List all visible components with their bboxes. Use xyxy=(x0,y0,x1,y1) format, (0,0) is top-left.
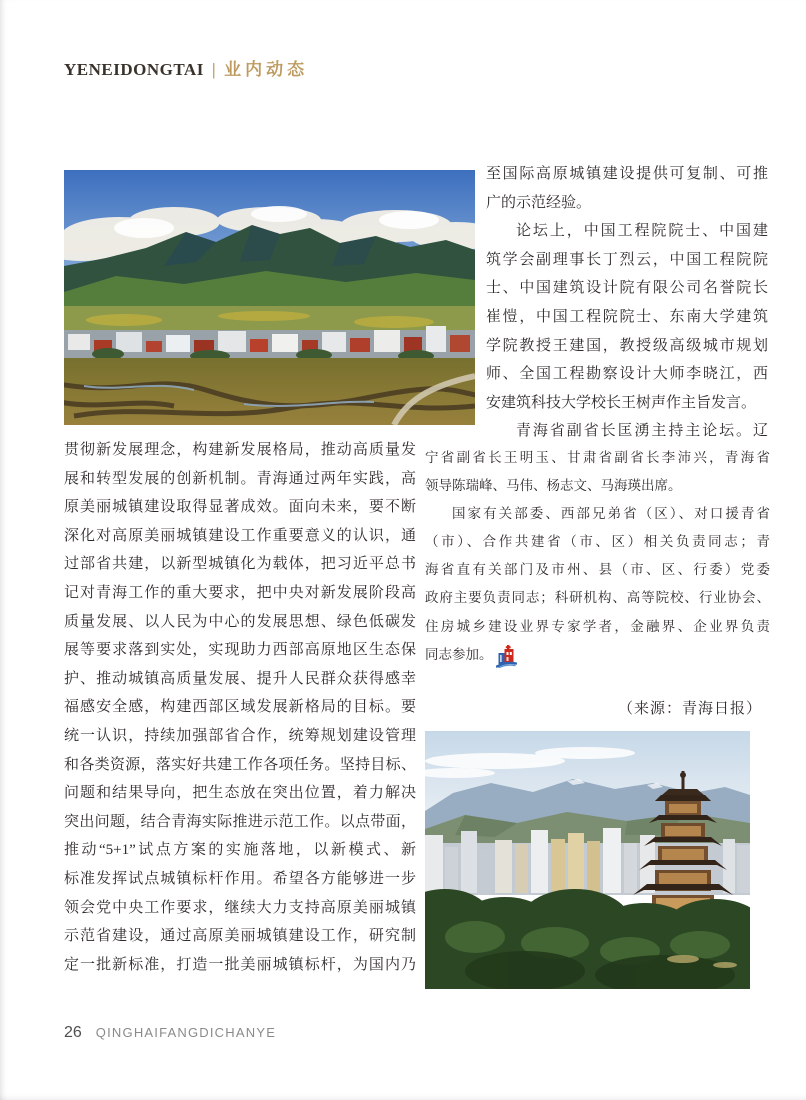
text-line: 政府主要负责同志；科研机构、高等院校、行业协会、 xyxy=(425,590,770,606)
text-line: 同志参加。 xyxy=(425,646,493,662)
text-line: 展和转型发展的创新机制。青海通过两年实践，高 xyxy=(64,470,416,487)
text-line: 深化对高原美丽城镇建设工作重要意义的认识，通 xyxy=(64,527,416,544)
source-attribution: （来源：青海日报） xyxy=(617,701,762,717)
text-line: 统一认识，持续加强部省合作，统筹规划建设管理 xyxy=(64,727,416,744)
city-pagoda-photo xyxy=(425,731,750,989)
text-line: 记对青海工作的重大要求，把中央对新发展阶段高 xyxy=(64,584,416,601)
text-line: 住房城乡建设业界专家学者，金融界、企业界负责 xyxy=(425,618,770,634)
town-photo-illustration xyxy=(64,170,475,425)
text-line: 过部省共建，以新型城镇化为载体，把习近平总书 xyxy=(64,556,416,573)
text-line: 定一批新标准，打造一批美丽城镇标杆，为国内乃 xyxy=(64,956,416,973)
text-line: 师、全国工程勘察设计大师李晓江，西 xyxy=(486,366,768,383)
text-line: 宁省副省长王明玉、甘肃省副省长李沛兴，青海省 xyxy=(425,450,770,465)
text-line: 筑学会副理事长丁烈云，中国工程院院 xyxy=(486,251,768,268)
text-line: 领会党中央工作要求，继续大力支持高原美丽城镇 xyxy=(64,899,416,916)
text-line: 青海省副省长匡湧主持主论坛。辽 xyxy=(516,423,768,440)
text-line: 学院教授王建国，教授级高级城市规划 xyxy=(486,337,768,354)
right-text-column-top xyxy=(486,160,768,446)
text-line: 贯彻新发展理念，构建新发展格局，推动高质量发 xyxy=(64,442,416,458)
pagoda-photo-illustration xyxy=(425,731,750,989)
header-divider: | xyxy=(211,60,217,79)
text-line: 问题和结果导向，把生态放在突出位置，着力解决 xyxy=(64,785,416,802)
text-line: 护、推动城镇高质量发展、提升人民群众获得感幸 xyxy=(64,670,416,687)
left-text-column xyxy=(64,436,416,979)
end-mark-logo-icon xyxy=(496,644,517,668)
header-section-title: 业内动态 xyxy=(224,60,309,79)
text-line: 质量发展、以人民为中心的发展思想、绿色低碳发 xyxy=(64,613,416,630)
text-line: 崔愷，中国工程院院士、东南大学建筑 xyxy=(486,308,768,325)
text-line: 原美丽城镇建设取得显著成效。面向未来，要不断 xyxy=(64,499,416,516)
text-line: 至国际高原城镇建设提供可复制、可推 xyxy=(486,166,768,182)
text-line: 标准发挥试点城镇标杆作用。希望各方能够进一步 xyxy=(64,870,416,887)
text-line: 安建筑科技大学校长王树声作主旨发言。 xyxy=(486,394,757,411)
town-landscape-photo xyxy=(64,170,475,425)
text-line: 展等要求落到实处，实现助力西部高原地区生态保 xyxy=(64,642,416,659)
journal-name: QINGHAIFANGDICHANYE xyxy=(95,1025,277,1040)
text-line: 推动“5+1”试点方案的实施落地，以新模式、新 xyxy=(64,842,416,859)
text-line: 海省直有关部门及市州、县（市、区、行委）党委 xyxy=(425,562,770,578)
text-line: 和各类资源，落实好共建工作各项任务。坚持目标、 xyxy=(64,756,416,773)
text-line: 论坛上，中国工程院院士、中国建 xyxy=(516,223,768,240)
text-line: 示范省建设，通过高原美丽城镇建设工作，研究制 xyxy=(64,928,416,945)
page-number: 26 xyxy=(64,1024,82,1041)
right-text-column-bottom xyxy=(425,444,770,669)
journal-end-mark-icon xyxy=(496,644,517,668)
text-line: 广的示范经验。 xyxy=(486,194,592,211)
text-line: （市）、合作共建省（市、区）相关负责同志；青 xyxy=(425,534,770,550)
page-footer xyxy=(64,1024,276,1042)
text-line: 领导陈瑞峰、马伟、杨志文、马海瑛出席。 xyxy=(425,478,682,494)
text-line: 国家有关部委、西部兄弟省（区）、对口援青省 xyxy=(452,506,770,522)
text-line: 突出问题，结合青海实际推进示范工作。以点带面， xyxy=(64,813,416,830)
header-section-latin: YENEIDONGTAI xyxy=(64,60,204,79)
text-line: 福感安全感，构建西部区域发展新格局的目标。要 xyxy=(64,699,416,716)
text-line: 士、中国建筑设计院有限公司名誉院长 xyxy=(486,280,768,297)
page-header xyxy=(64,55,308,80)
